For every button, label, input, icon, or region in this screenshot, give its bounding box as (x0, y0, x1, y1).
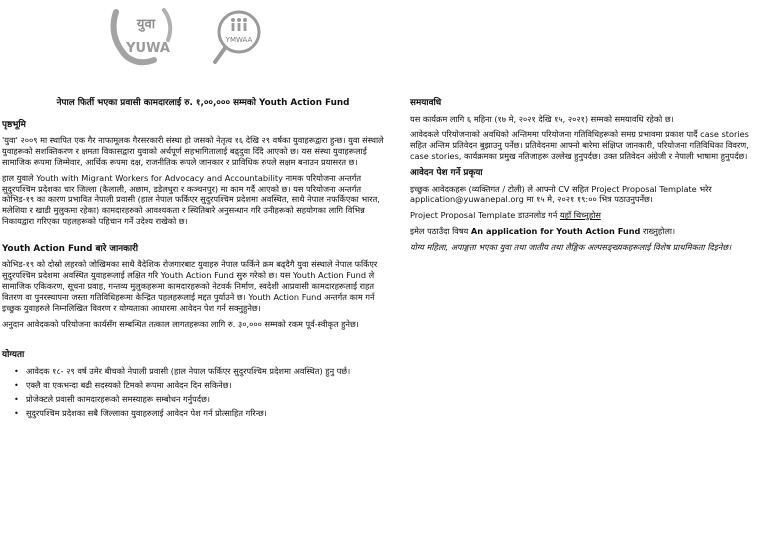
yuwa-logo-wordmark: YUWA (126, 41, 170, 56)
list-item: • एक्लै वा एकभन्दा बढी सदस्यको टिमको रूपमा आवेदन दिन सकिनेछ। (26, 380, 394, 391)
fund-info-paragraph-1: कोभिड-१९ को दोस्रो लहरको जोखिमका साथै वैदेशिक रोजगारबाट युवाहरु नेपाल फर्किने क्रम बढ्दैगै युवा संस्थाले नेपाल फर्किएर सुदुरपश्चिम प्रदेशमा अवस्थित युवाहरूलाई लक्षित गरि Youth Action Fund सुरु गरेको छ। यस Youth Action Fund ले सामाजिक एकिकरण, सूचना प्रवाह, गन्तव्य मुलुकहरूमा कामदारहरूको नेटवर्क निर्माण, स्वदेशी आप्रवासी कामदारहरूलाई राहत वितरण वा पुनरस्थापना जस्ता गतिविधिहरूमा केन्द्रित पहलहरूलाई मद्दत पुर्याउने छ। Youth Action Fund अन्तर्गत काम गर्न इच्छुक युवाहरुले निम्नलिखित विवरण र योग्यताका आधारमा आवेदन पेश गर्न सक्नुहुनेछ। (2, 259, 378, 313)
fund-info-paragraph-2: अनुदान आवेदकको परियोजना कार्यसँग सम्बन्धित तत्काल लागतहरूका लागि रु. ३०,००० सम्मको रकम पूर्व-स्वीकृत हुनेछ। (2, 318, 359, 329)
priority-note: योग्य महिला, अपाङ्गता भएका युवा तथा जातीय तथा लैङ्गिक अल्पसङ्ख्यकहरूलाई विशेष प्राथमिकता दिइनेछ। (410, 241, 732, 252)
left-column (2, 98, 394, 421)
list-item: • आवेदक १८- २९ वर्ष उमेर बीचको नेपाली प्रवासी (हाल नेपाल फर्किएर सुदुरपश्चिम प्रदेशमा अवस्थित) हुनु पर्छ। (26, 366, 394, 377)
ymwaa-logo-wordmark: YMWAA (225, 36, 253, 44)
duration-heading: समयावधि (410, 98, 442, 108)
page-title: नेपाल फिर्ती भएका प्रवासी कामदारलाई रु. १,००,००० सम्मको Youth Action Fund (56, 98, 350, 108)
fund-info-heading: Youth Action Fund बारे जानकारी (2, 243, 139, 254)
eligibility-heading: योग्यता (2, 350, 25, 361)
template-download-text: Project Proposal Template डाउनलोड गर्न (410, 210, 558, 221)
right-column (410, 98, 762, 258)
duration-paragraph-2: आवेदकले परियोजनाको अवधिको अन्तिममा परियोजना गतिविधिहरूको समग्र प्रभावमा प्रकाश पार्दै case stories सहित अन्तिम प्रतिवेदन बुझाउनु पर्नेछ। प्रतिवेदनमा आफ्नो बारेमा संक्षिप्त जानकारी, परियोजना गतिविधिका विवरण, case stories, कार्यक्रमका प्रमुख नतिजाहरू उल्लेख हुनुपर्दछ। उक्त प्रतिवेदन अंग्रेजी र नेपाली भाषामा हुनुपर्दछ। (410, 129, 749, 162)
email-subject-value: An application for Youth Action Fund (470, 226, 641, 237)
template-download-link[interactable]: यहाँ थिच्नुहोस (559, 210, 601, 221)
list-item: • प्रोजेक्टले प्रवासी कामदारहरूको समस्याहरू सम्बोधन गर्नुपर्दछ। (26, 394, 394, 405)
email-subject-text: इमेल पठाउँदा विषय (410, 226, 469, 237)
background-paragraph-2: हाल युवाले Youth with Migrant Workers for Advocacy and Accountability नामक परियोजना अन्तर्गत सुदुरपश्चिम प्रदेशका चार जिल्ला (कैलाली, अछाम, डडेलधुरा र कञ्चनपुर) मा काम गर्दै आएको छ। यस परियोजना अन्तर्गत कोभिड-१९ का कारण प्रभावित नेपाली प्रवासी (हाल नेपाल फर्किएर सुदुरपश्चिम प्रदेशमा अवस्थित, साथै नेपाल नफर्किएका भारत, मलेशिया र खाडी मुलुकमा रहेका) कामदारहरुको आवश्यकता र स्थितिबारे अनुसन्धान गरि उनीहरूको सहयोगका लागि विभिन्न निकायद्वारा गरिएका पहलहरूको पहिचान गर्ने उदेश्य राखेको छ। (2, 172, 380, 227)
people-icon (231, 18, 247, 31)
background-paragraph-1: 'युवा' २००९ मा स्थापित एक गैर नाफामूलक गैरसरकारी संस्था हो जसको नेतृत्व १६ देखि २९ वर्षका युवाहरूद्वारा हुन्छ। युवा संस्थाले युवाहरूको सशक्तिकरण र क्षमता विकासद्वारा युवाको अर्थपूर्ण सहभागितालाई बढ्दुवा दिँदै आएको छ। यस संस्था युवाहरूलाई सामाजिक रूपमा जिम्मेवार, आर्थिक रूपमा दक्ष, राजनीतिक रूपले जानकार र प्राविधिक रुपले सक्षम बनाउन प्रयासरत छ। (2, 135, 384, 167)
background-heading: पृष्ठभूमि (2, 119, 26, 130)
ymwaa-logo (211, 6, 273, 68)
application-process-paragraph-1: इच्छुक आवेदकहरू (व्यक्तिगत / टोली) ले आफ्नो CV सहित Project Proposal Template भरेर application@yuwanepal.org मा १५ मे, २०२१ १९:०० भित्र पठाउनुपर्नेछ। (410, 183, 712, 205)
list-item: • सुदुरपश्चिम प्रदेशका सबै जिल्लाका युवाहरुलाई आवेदन पेश गर्न प्रोत्साहित गरिन्छ। (26, 408, 394, 419)
eligibility-list (2, 366, 394, 418)
duration-paragraph-1: यस कार्यक्रम लागि ६ महिना (१७ मे, २०२१ देखि १५, २०२१) सम्मको समयावधि रहेको छ। (410, 113, 674, 124)
email-subject-end: राख्नुहोला। (643, 226, 676, 237)
yuwa-logo-devanagari: युवा (136, 17, 156, 32)
application-process-paragraph-2 (410, 210, 762, 221)
yuwa-logo (104, 6, 182, 66)
application-process-heading: आवेदन पेश गर्ने प्रकृया (410, 167, 483, 178)
application-process-paragraph-3 (410, 226, 762, 237)
